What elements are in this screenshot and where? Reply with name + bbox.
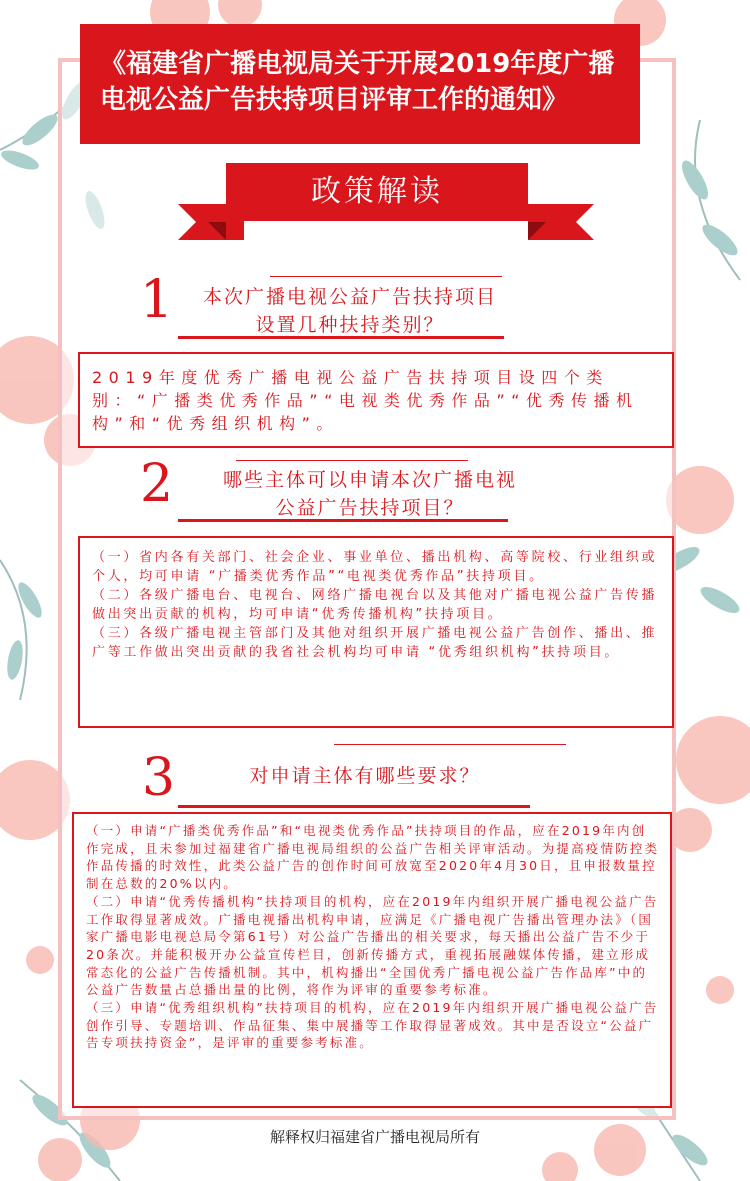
section-3-paragraph-2: （二）申请“优秀传播机构”扶持项目的机构，应在2019年内组织开展广播电视公益广告工作取得显著成效。广播电视播出机构申请，应满足《广播电视广告播出管理办法》（国家广播电影电视总局令第61号）对公益广告播出的相关要求，每天播出公益广告不少于20条次。并能积极开办公益宣传栏目，创新传播方式，重视拓展融媒体传播，建立形成常态化的公益广告传播机制。其中，机构播出“全国优秀广播电视公益广告作品库”中的公益广告数量占总播出量的比例，将作为评审的重要参考标准。 (86, 893, 659, 998)
section-1-top-line (270, 276, 502, 277)
policy-ribbon: 政策解读 (226, 163, 528, 221)
section-3-underline (178, 805, 530, 808)
section-1-question-line-2: 设置几种扶持类别？ (255, 314, 445, 336)
section-3-question (200, 762, 530, 790)
section-3-paragraph-1: （一）申请“广播类优秀作品”和“电视类优秀作品”扶持项目的作品，应在2019年内创作完成，且未参加过福建省广播电视局组织的公益广告相关评审活动。为提高疫情防控类作品传播的时效性，此类公益广告的创作时间可放宽至2020年4月30日，且申报数量控制在总数的20%以内。 (86, 823, 660, 892)
footer-note: 解释权归福建省广播电视局所有 (269, 1128, 480, 1146)
section-2-top-line (236, 460, 468, 461)
section-1-question-line-1: 本次广播电视公益广告扶持项目 (202, 286, 497, 308)
title-banner (80, 24, 640, 144)
section-1-underline (178, 336, 504, 339)
section-3-question-line-1: 对申请主体有哪些要求？ (249, 765, 481, 787)
section-2-question-line-1: 哪些主体可以申请本次广播电视 (222, 469, 517, 491)
section-3-answer-box (72, 812, 672, 1108)
section-2-underline (178, 519, 508, 522)
section-2-paragraph-3: （三）各级广播电视主管部门及其他对组织开展广播电视公益广告创作、播出、推广等工作做出突出贡献的我省社会机构均可申请 “优秀组织机构”扶持项目。 (92, 626, 658, 660)
ribbon-fold-left (208, 222, 226, 240)
ribbon-fold-right (528, 222, 546, 240)
section-2-paragraph-2: （二）各级广播电台、电视台、网络广播电视台以及其他对广播电视公益广告传播做出突出贡献的机构，均可申请“优秀传播机构”扶持项目。 (92, 588, 658, 622)
section-1-paragraph: 2019年度优秀广播电视公益广告扶持项目设四个类别：“广播类优秀作品”“电视类优秀作品”“优秀传播机构”和“优秀组织机构”。 (92, 368, 639, 433)
section-3-paragraph-3: （三）申请“优秀组织机构”扶持项目的机构，应在2019年内组织开展广播电视公益广告创作引导、专题培训、作品征集、集中展播等工作取得显著成效。其中是否设立“公益广告专项扶持资金”，是评审的重要参考标准。 (86, 1000, 659, 1051)
section-2-number: 2 (140, 454, 174, 514)
section-2-answer-box (78, 536, 674, 728)
section-1-question (170, 283, 530, 339)
section-2-paragraph-1: （一）省内各有关部门、社会企业、事业单位、播出机构、高等院校、行业组织或个人，均可申请 “广播类优秀作品”“电视类优秀作品”扶持项目。 (92, 550, 658, 584)
page-title: 《福建省广播电视局关于开展2019年度广播电视公益广告扶持项目评审工作的通知》 (100, 49, 615, 115)
section-1-answer-box (78, 352, 674, 448)
section-2-question-line-2: 公益广告扶持项目？ (275, 497, 465, 519)
section-2-question (180, 466, 560, 522)
section-3-top-line (334, 744, 566, 745)
section-3-number: 3 (142, 748, 176, 808)
section-1-number: 1 (140, 270, 174, 330)
